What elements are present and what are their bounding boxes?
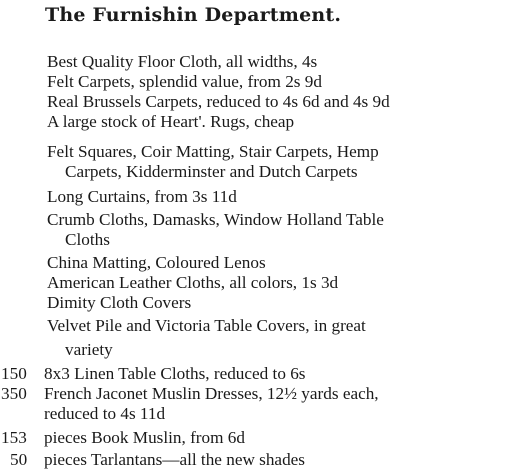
item-line-crumb-cloths-cont: Cloths — [65, 230, 110, 249]
quantity-150: 150 — [1, 364, 27, 383]
quantity-350: 350 — [1, 384, 27, 403]
item-line-jaconet-muslin-cont: reduced to 4s 11d — [44, 404, 166, 423]
item-line-velvet-pile: Velvet Pile and Victoria Table Covers, in great — [47, 316, 366, 335]
item-line-brussels-carpets: Real Brussels Carpets, reduced to 4s 6d and 4s 9d — [47, 92, 390, 111]
department-heading: The Furnishin Department. — [45, 4, 342, 26]
item-line-long-curtains: Long Curtains, from 3s 11d — [47, 187, 237, 206]
item-line-crumb-cloths: Crumb Cloths, Damasks, Window Holland Table — [47, 210, 384, 229]
quantity-50: 50 — [10, 450, 28, 469]
item-line-floor-cloth: Best Quality Floor Cloth, all widths, 4s — [47, 52, 318, 71]
item-line-velvet-pile-cont: variety — [65, 340, 113, 359]
item-line-felt-squares-cont: Carpets, Kidderminster and Dutch Carpets — [65, 162, 358, 181]
item-line-linen-table-cloths: 8x3 Linen Table Cloths, reduced to 6s — [44, 364, 306, 383]
item-line-felt-carpets: Felt Carpets, splendid value, from 2s 9d — [47, 72, 322, 91]
item-line-felt-squares: Felt Squares, Coir Matting, Stair Carpets, Hemp — [47, 142, 379, 161]
item-line-tarlantans: pieces Tarlantans—all the new shades — [44, 450, 305, 469]
item-line-dimity-covers: Dimity Cloth Covers — [47, 293, 192, 312]
item-line-book-muslin: pieces Book Muslin, from 6d — [44, 428, 245, 447]
item-line-jaconet-muslin: French Jaconet Muslin Dresses, 12½ yards each, — [44, 384, 379, 403]
quantity-153: 153 — [1, 428, 27, 447]
item-line-china-matting: China Matting, Coloured Lenos — [47, 253, 266, 272]
item-line-leather-cloths: American Leather Cloths, all colors, 1s 3d — [47, 273, 339, 292]
item-line-rugs: A large stock of Heart'. Rugs, cheap — [47, 112, 295, 131]
